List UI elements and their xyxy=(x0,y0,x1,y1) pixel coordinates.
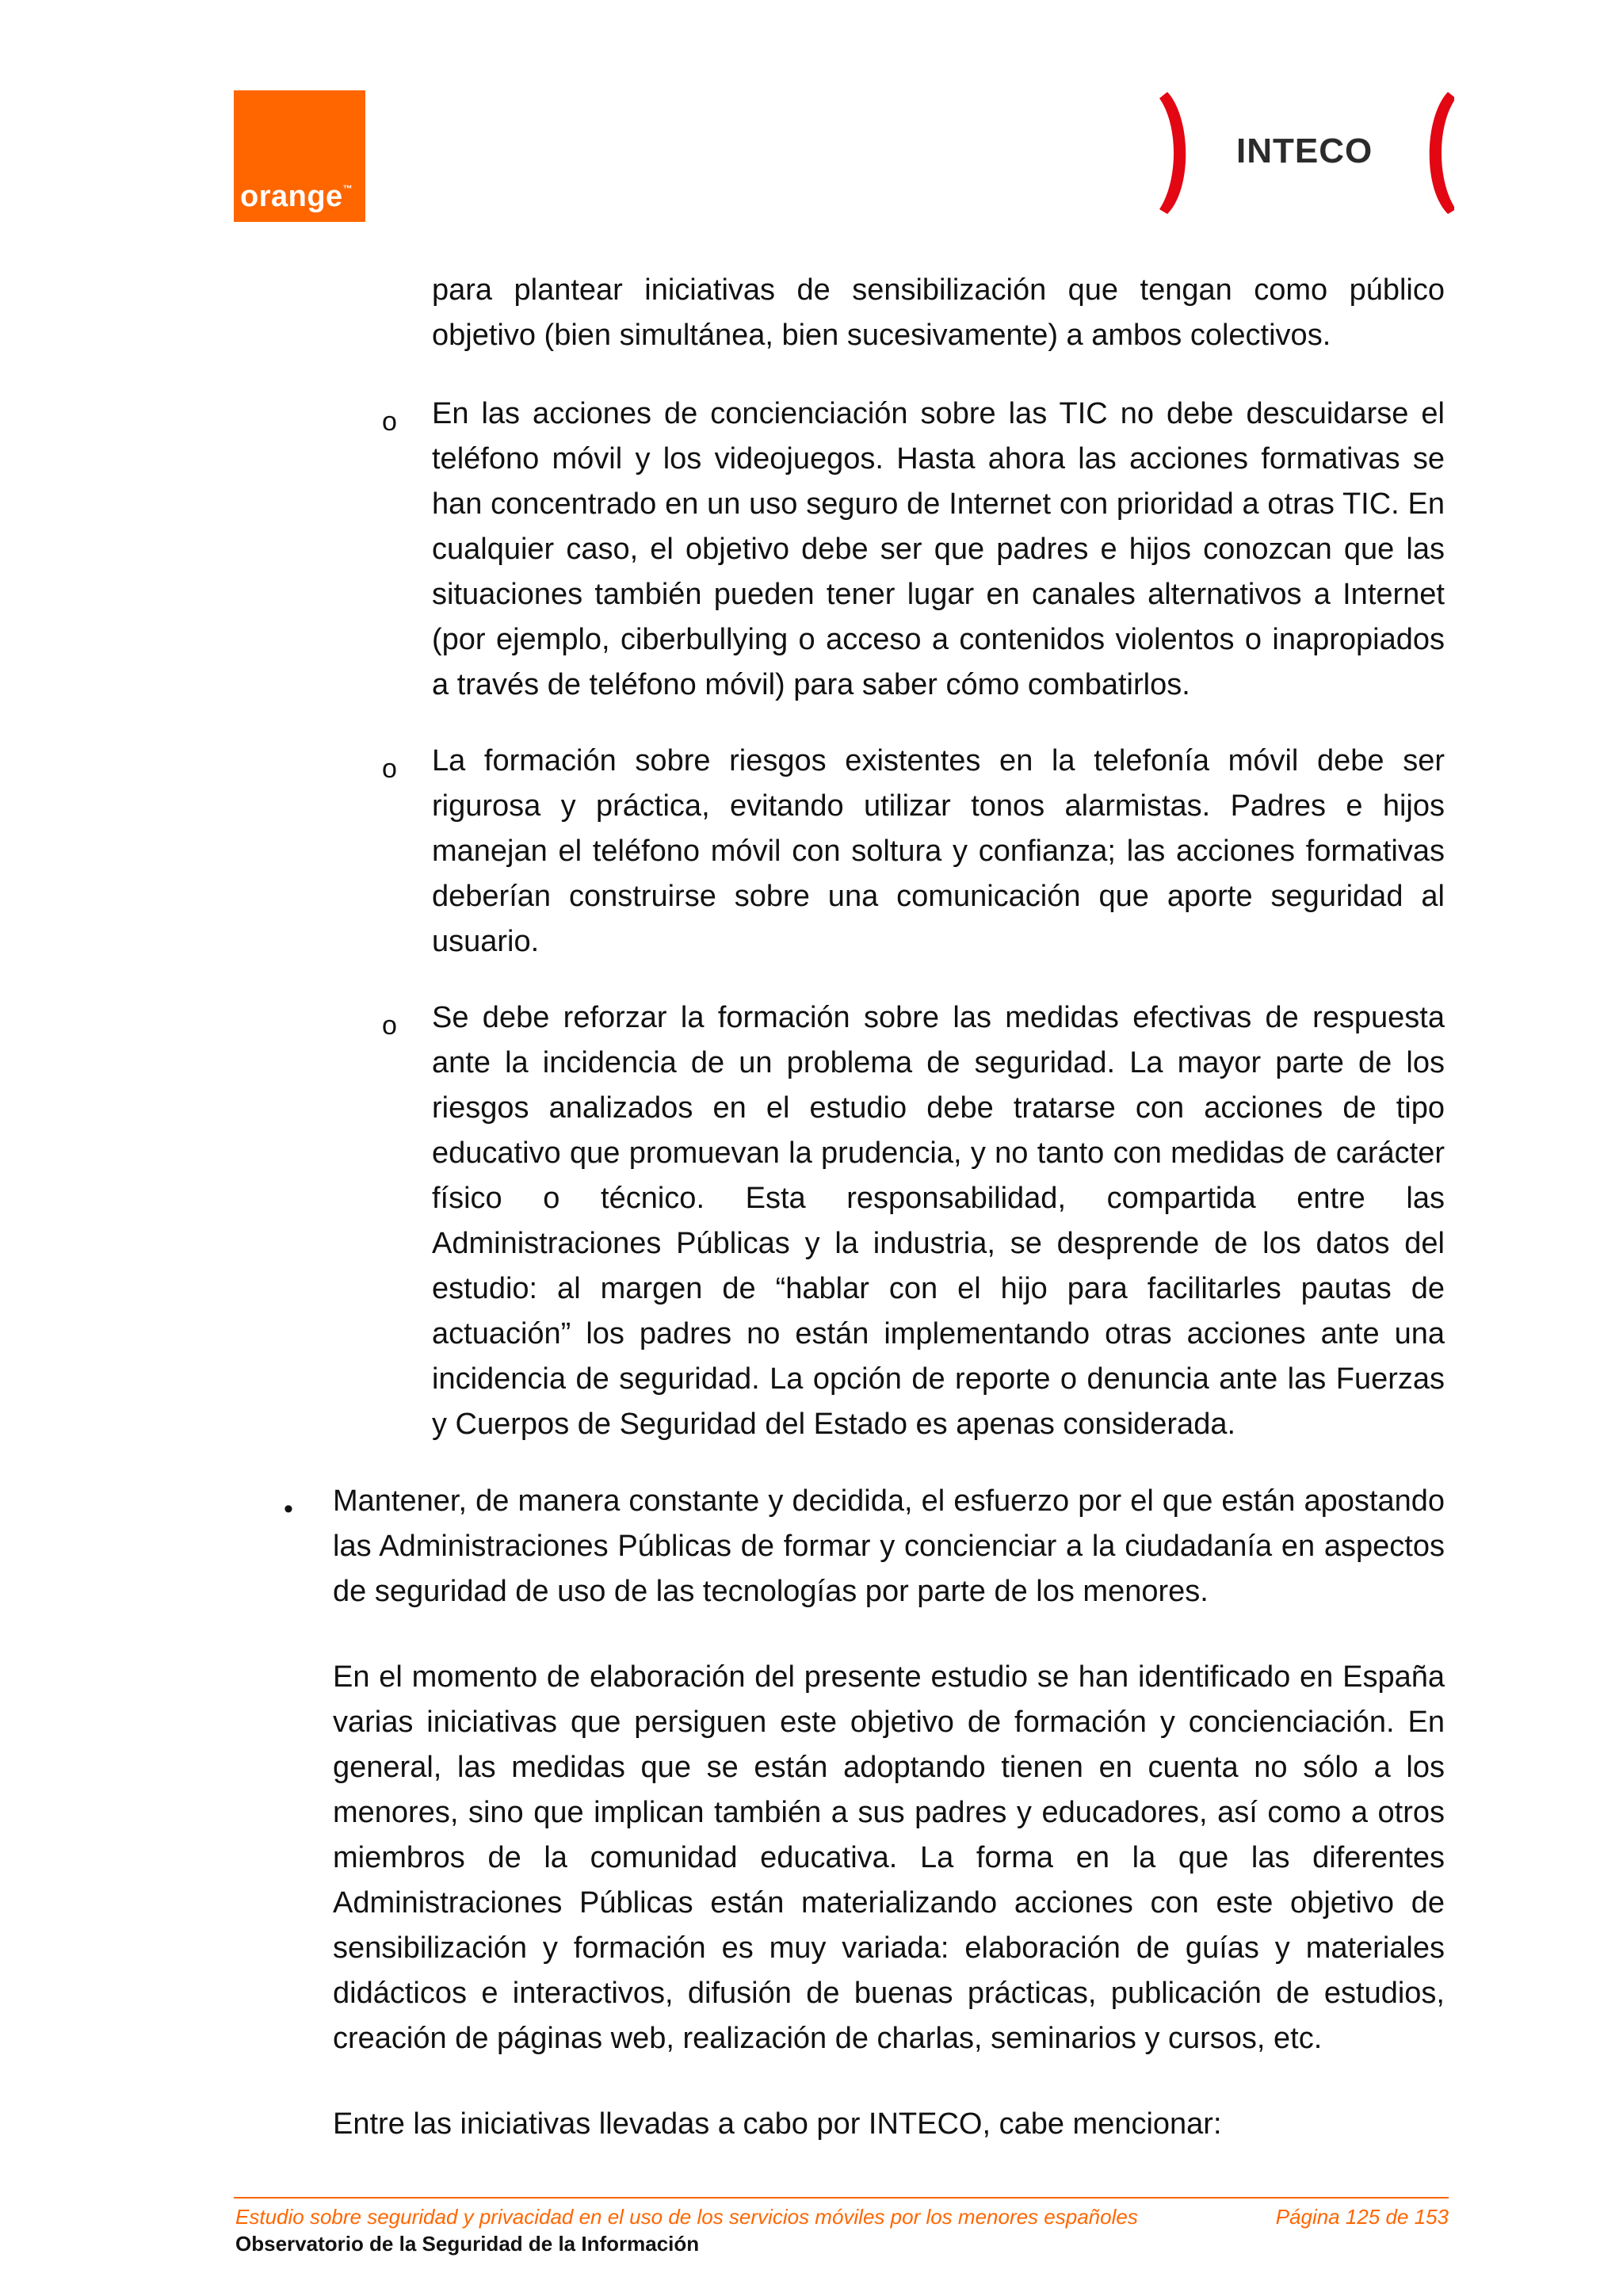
sub-item-marker: o xyxy=(382,1010,397,1041)
sub-item-marker: o xyxy=(382,754,397,784)
body-paragraph: En el momento de elaboración del presente estudio se han identificado en España varias iniciativas que persiguen este objetivo de formación y concienciación. En general, las medidas que se están adoptando tienen en cuenta no sólo a los menores, sino que implican también a sus padres y educadores, así como a otros miembros de la comunidad educativa. La forma en la que las diferentes Administraciones Públicas están materializando acciones con este objetivo de sensibilización y formación es muy variada: elaboración de guías y materiales didácticos e interactivos, difusión de buenas prácticas, publicación de estudios, creación de páginas web, realización de charlas, seminarios y cursos, etc. xyxy=(333,1660,1445,2055)
inteco-logo xyxy=(1153,86,1454,220)
body-paragraph: Entre las iniciativas llevadas a cabo por INTECO, cabe mencionar: xyxy=(333,2107,1222,2141)
sub-item-marker: o xyxy=(382,407,397,437)
orange-logo-text: orange™ xyxy=(240,180,353,213)
orange-logo xyxy=(234,90,365,222)
bullet-text: Mantener, de manera constante y decidida, el esfuerzo por el que están apostando las Administraciones Públicas de formar y concienciar a la ciudadanía en aspectos de seguridad de uso de las tecnologías por parte de los menores. xyxy=(333,1484,1445,1608)
footer-observatory: Observatorio de la Seguridad de la Información xyxy=(235,2232,700,2256)
sub-item-text: En las acciones de concienciación sobre las TIC no debe descuidarse el teléfono móvil y los videojuegos. Hasta ahora las acciones formativas se han concentrado en un uso seguro de Internet con prioridad a otras TIC. En cualquier caso, el objetivo debe ser que padres e hijos conozcan que las situaciones también pueden tener lugar en canales alternativos a Internet (por ejemplo, ciberbullying o acceso a contenidos violentos o inapropiados a través de teléfono móvil) para saber cómo combatirlos. xyxy=(432,397,1445,701)
footer-divider xyxy=(234,2197,1449,2199)
footer-page-number: Página 125 de 153 xyxy=(1275,2205,1449,2229)
inteco-logo-text: INTECO xyxy=(1236,132,1373,170)
sub-item-text: Se debe reforzar la formación sobre las medidas efectivas de respuesta ante la incidencia de un problema de seguridad. La mayor parte de los riesgos analizados en el estudio debe tratarse con acciones de tipo educativo que promuevan la prudencia, y no tanto con medidas de carácter físico o técnico. Esta responsabilidad, compartida entre las Administraciones Públicas y la industria, se desprende de los datos del estudio: al margen de “hablar con el hijo para facilitarles pautas de actuación” los padres no están implementando otras acciones ante una incidencia de seguridad. La opción de reporte o denuncia ante las Fuerzas y Cuerpos de Seguridad del Estado es apenas considerada. xyxy=(432,1001,1445,1441)
sub-item-continuation: para plantear iniciativas de sensibilización que tengan como público objetivo (bien simultánea, bien sucesivamente) a ambos colectivos. xyxy=(432,273,1445,352)
bullet-marker: • xyxy=(284,1494,293,1524)
sub-item-text: La formación sobre riesgos existentes en la telefonía móvil debe ser rigurosa y práctica, evitando utilizar tonos alarmistas. Padres e hijos manejan el teléfono móvil con soltura y confianza; las acciones formativas deberían construirse sobre una comunicación que aporte seguridad al usuario. xyxy=(432,744,1445,958)
footer-study-title: Estudio sobre seguridad y privacidad en el uso de los servicios móviles por los menores españoles xyxy=(235,2205,1138,2229)
